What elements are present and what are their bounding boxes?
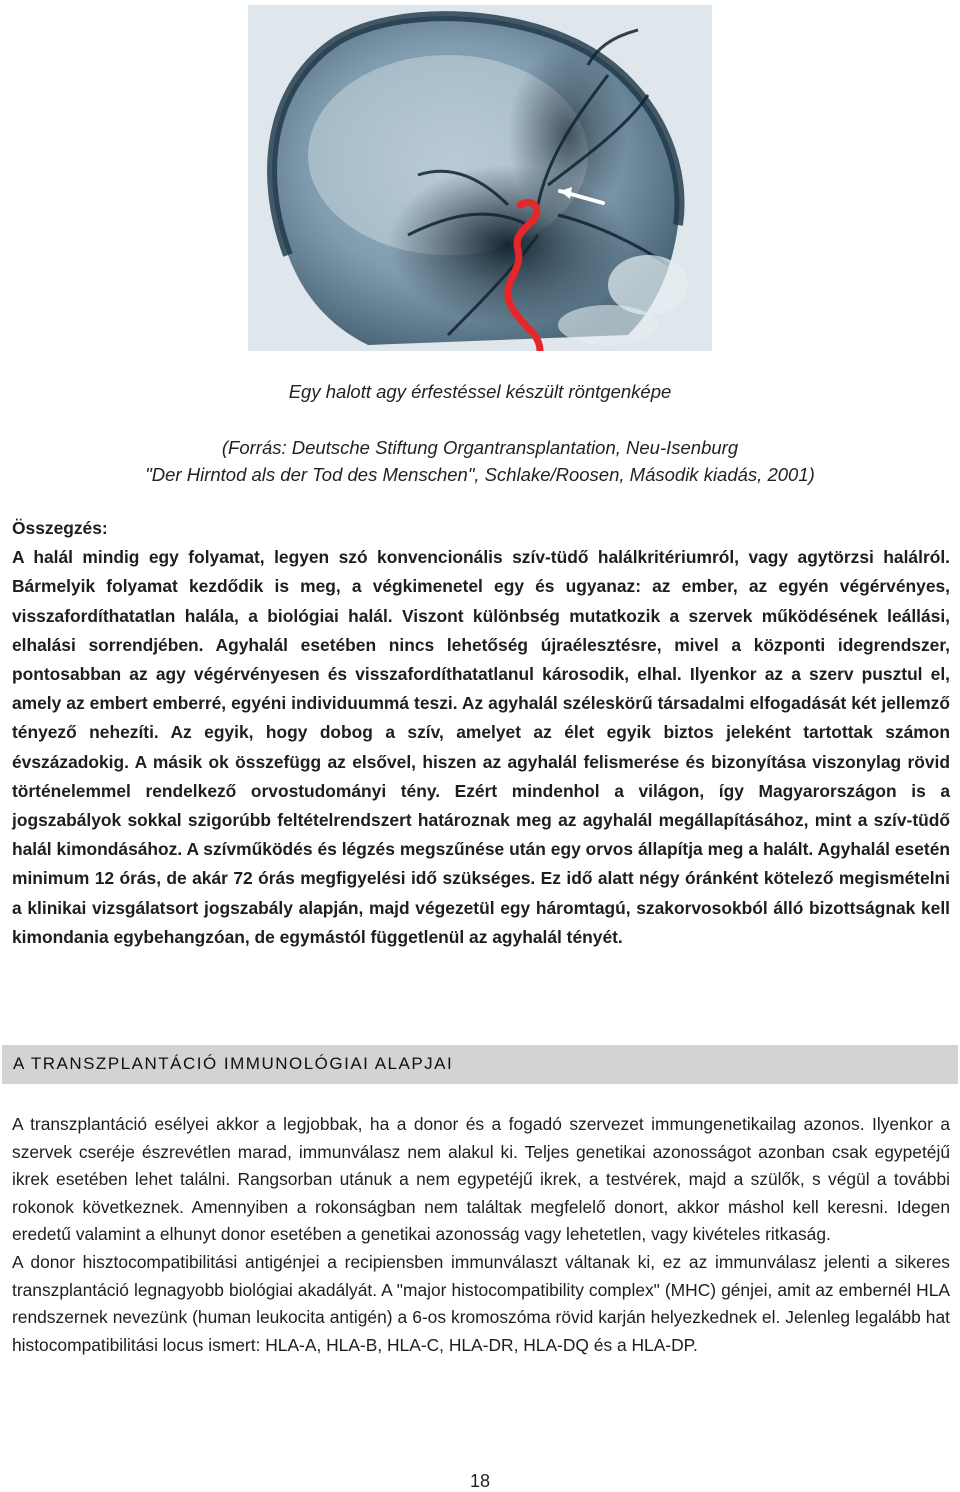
summary-block	[12, 514, 950, 952]
figure-caption: Egy halott agy érfestéssel készült röntgenképe	[288, 381, 672, 402]
page-number: 18	[469, 1471, 491, 1491]
section-heading-band	[2, 1045, 958, 1084]
section-heading: A TRANSZPLANTÁCIÓ IMMUNOLÓGIAI ALAPJAI	[13, 1054, 454, 1073]
paragraph: A transzplantáció esélyei akkor a legjobbak, ha a donor és a fogadó szervezet immungenetikailag azonos. Ilyenkor a szervek cseréje észrevétlen marad, immunválasz nem alakul ki. Teljes genetikai azonosságot azonban csak egypetéjű ikrek esetében lehet találni. Rangsorban utánuk a nem egypetéjű ikrek, a testvérek, majd a szülők, s végül a további rokonok következnek. Amennyiben a rokonságban nem találtak megfelelő donort, akkor máshol kell keresni. Idegen eredetű valamint a elhunyt donor esetében a genetikai azonosság vagy lehetetlen, vagy kivételes ritkaság.	[12, 1114, 950, 1245]
body-text	[12, 1111, 950, 1359]
paragraph: A donor hisztocompatibilitási antigénjei a recipiensben immunválaszt váltanak ki, ez az immunválasz jelenti a sikeres transzplantáció legnagyobb biológiai akadályát. A "major histocompatibility complex" (MHC) génjei, amit az embernél HLA rendszernek nevezünk (human leukocita antigén) a 6-os kromoszóma rövid karján helyezkednek el. Jelenleg legalább hat histocompatibilitási locus ismert: HLA-A, HLA-B, HLA-C, HLA-DR, HLA-DQ és a HLA-DP.	[12, 1251, 950, 1355]
figure-source-line-2: "Der Hirntod als der Tod des Menschen", Schlake/Roosen, Második kiadás, 2001)	[145, 464, 815, 485]
xray-image	[248, 5, 712, 351]
figure-source-line-1: (Forrás: Deutsche Stiftung Organtransplantation, Neu-Isenburg	[221, 437, 739, 458]
summary-text: A halál mindig egy folyamat, legyen szó konvencionális szív-tüdő halálkritériumról, vagy agytörzsi halálról. Bármelyik folyamat kezdődik is meg, a végkimenetel egy és ugyanaz: az ember, az egyén végérvényes, visszafordíthatatlan halála, a biológiai halál. Viszont különbség mutatkozik a szervek működésének leállási, elhalási sorrendjében. Agyhalál esetében nincs lehetőség újraélesztésre, mivel a központi idegrendszer, pontosabban az agy végérvényesen és visszafordíthatatlanul károsodik, elhal. Ilyenkor az a szerv pusztul el, amely az embert emberré, egyéni individuummá teszi. Az agyhalál széleskörű társadalmi elfogadását két jellemző tényező nehezíti. Az egyik, hogy dobog a szív, amelyet az élet egyik biztos jeleként tartottak számon évszázadokig. A másik ok összefügg az elsővel, hiszen az agyhalál felismerése és bizonyítása viszonylag rövid történelemmel rendelkező orvostudományi tény. Ezért mindenhol a világon, így Magyarországon is a jogszabályok sokkal szigorúbb feltételrendszert határoznak meg az agyhalál megállapításához, mint a szív-tüdő halál kimondásához. A szívműködés és légzés megszűnése után egy orvos állapítja meg a halált. Agyhalál esetén minimum 12 órás, de akár 72 órás megfigyelési idő szükséges. Ez idő alatt négy óránként kötelező megismételni a klinikai vizsgálatsort jogszabály alapján, majd végezetül egy háromtagú, szakorvosokból álló bizottságnak kell kimondania egybehangzóan, de egymástól függetlenül az agyhalál tényét.	[12, 547, 950, 947]
summary-label: Összegzés:	[12, 518, 108, 538]
